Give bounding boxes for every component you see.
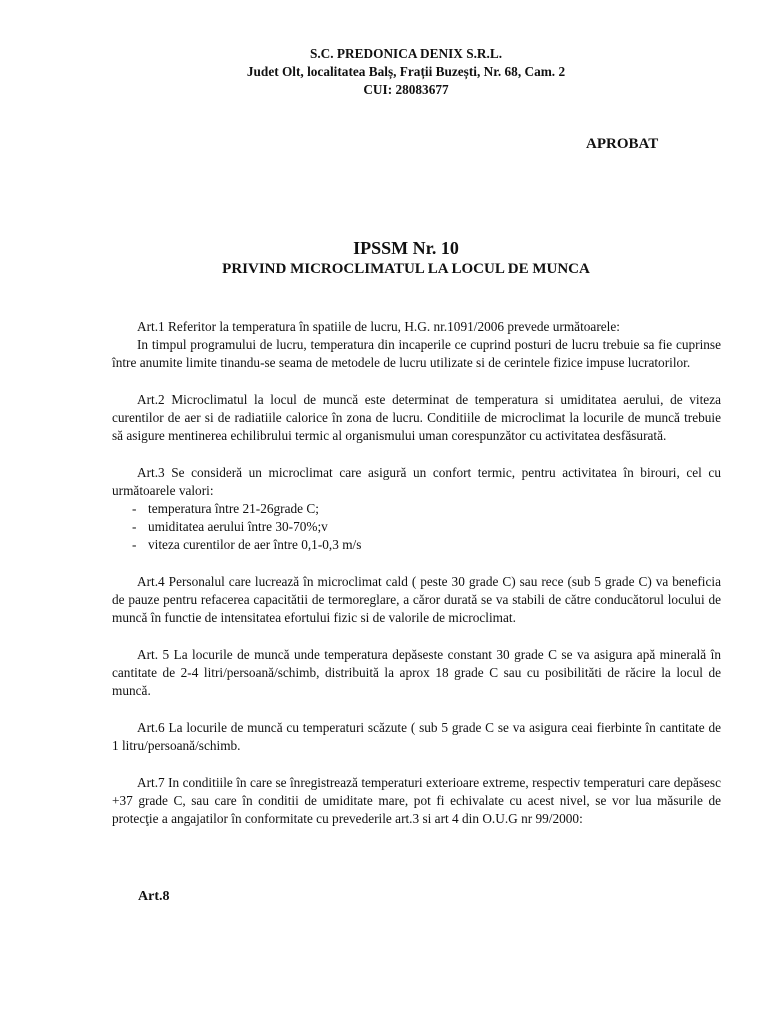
- list-item: [112, 500, 721, 518]
- list-item: [112, 536, 721, 554]
- document-title: [0, 237, 768, 279]
- company-address: Judet Olt, localitatea Balș, Frații Buzești, Nr. 68, Cam. 2: [246, 64, 566, 79]
- list-item: [112, 518, 721, 536]
- article-1-body: In timpul programului de lucru, temperatura din incaperile ce cuprind posturi de lucru trebuie sa fie cuprinse între anumite limite tinandu-se seama de metodele de lucru utilizate si de cerintele fizice impuse lucratorilor.: [112, 337, 721, 370]
- article-4: Art.4 Personalul care lucrează în microclimat cald ( peste 30 grade C) sau rece (sub 5 grade C) va beneficia de pauze pentru refacerea capacitătii de termoreglare, a căror durată se va stabili de către conducătorul locului de muncă în functie de intensitatea efortului fizic si de valorile de microclimat.: [112, 574, 721, 625]
- list-item-text: viteza curentilor de aer între 0,1-0,3 m/s: [148, 537, 362, 552]
- article-5: Art. 5 La locurile de muncă unde temperatura depăseste constant 30 grade C se va asigura apă minerală în cantitate de 2-4 litri/persoană/schimb, distribuită la aprox 18 grade C sau cu posibilităti de răcire la locul de muncă.: [112, 647, 721, 698]
- paragraph-gap: [112, 372, 721, 391]
- list-item-text: umiditatea aerului între 30-70%;v: [148, 519, 328, 534]
- bullet-dash: -: [132, 501, 137, 516]
- paragraph-gap: [112, 755, 721, 774]
- title-main: IPSSM Nr. 10: [353, 238, 459, 258]
- article-1-intro: Art.1 Referitor la temperatura în spatiile de lucru, H.G. nr.1091/2006 prevede următoarele:: [137, 319, 620, 334]
- company-name: S.C. PREDONICA DENIX S.R.L.: [309, 46, 503, 61]
- article-8-heading: Art.8: [138, 889, 170, 904]
- bullet-dash: -: [132, 519, 137, 534]
- approval-label: APROBAT: [586, 136, 659, 152]
- paragraph-gap: [112, 627, 721, 646]
- list-item-text: temperatura între 21-26grade C;: [148, 501, 319, 516]
- company-header: [0, 45, 768, 99]
- title-subtitle: PRIVIND MICROCLIMATUL LA LOCUL DE MUNCA: [222, 261, 590, 277]
- company-cui: CUI: 28083677: [363, 82, 449, 97]
- article-3-list: [112, 500, 721, 554]
- paragraph-gap: [112, 554, 721, 573]
- article-6: Art.6 La locurile de muncă cu temperaturi scăzute ( sub 5 grade C se va asigura ceai fierbinte în cantitate de 1 litru/persoană/schimb.: [112, 720, 721, 753]
- bullet-dash: -: [132, 537, 137, 552]
- article-2: Art.2 Microclimatul la locul de muncă este determinat de temperatura si umiditatea aerului, de viteza curentilor de aer si de radiatiile calorice în zona de lucru. Conditiile de microclimat la locurile de muncă trebuie să asigure mentinerea echilibrului termic al organismului uman corespunzător cu activitatea desfăsurată.: [112, 392, 721, 443]
- paragraph-gap: [112, 700, 721, 719]
- article-7: Art.7 In conditiile în care se înregistrează temperaturi exterioare extreme, respectiv temperaturi care depăsesc +37 grade C, sau care în conditii de umiditate mare, pot fi echivalate cu acest nivel, se vor lua măsurile de protecţie a angajatilor în conformitate cu prevederile art.3 si art 4 din O.U.G nr 99/2000:: [112, 775, 721, 826]
- document-body: [112, 318, 721, 828]
- paragraph-gap: [112, 445, 721, 464]
- article-3: Art.3 Se consideră un microclimat care asigură un confort termic, pentru activitatea în birouri, cel cu următoarele valori:: [112, 465, 721, 498]
